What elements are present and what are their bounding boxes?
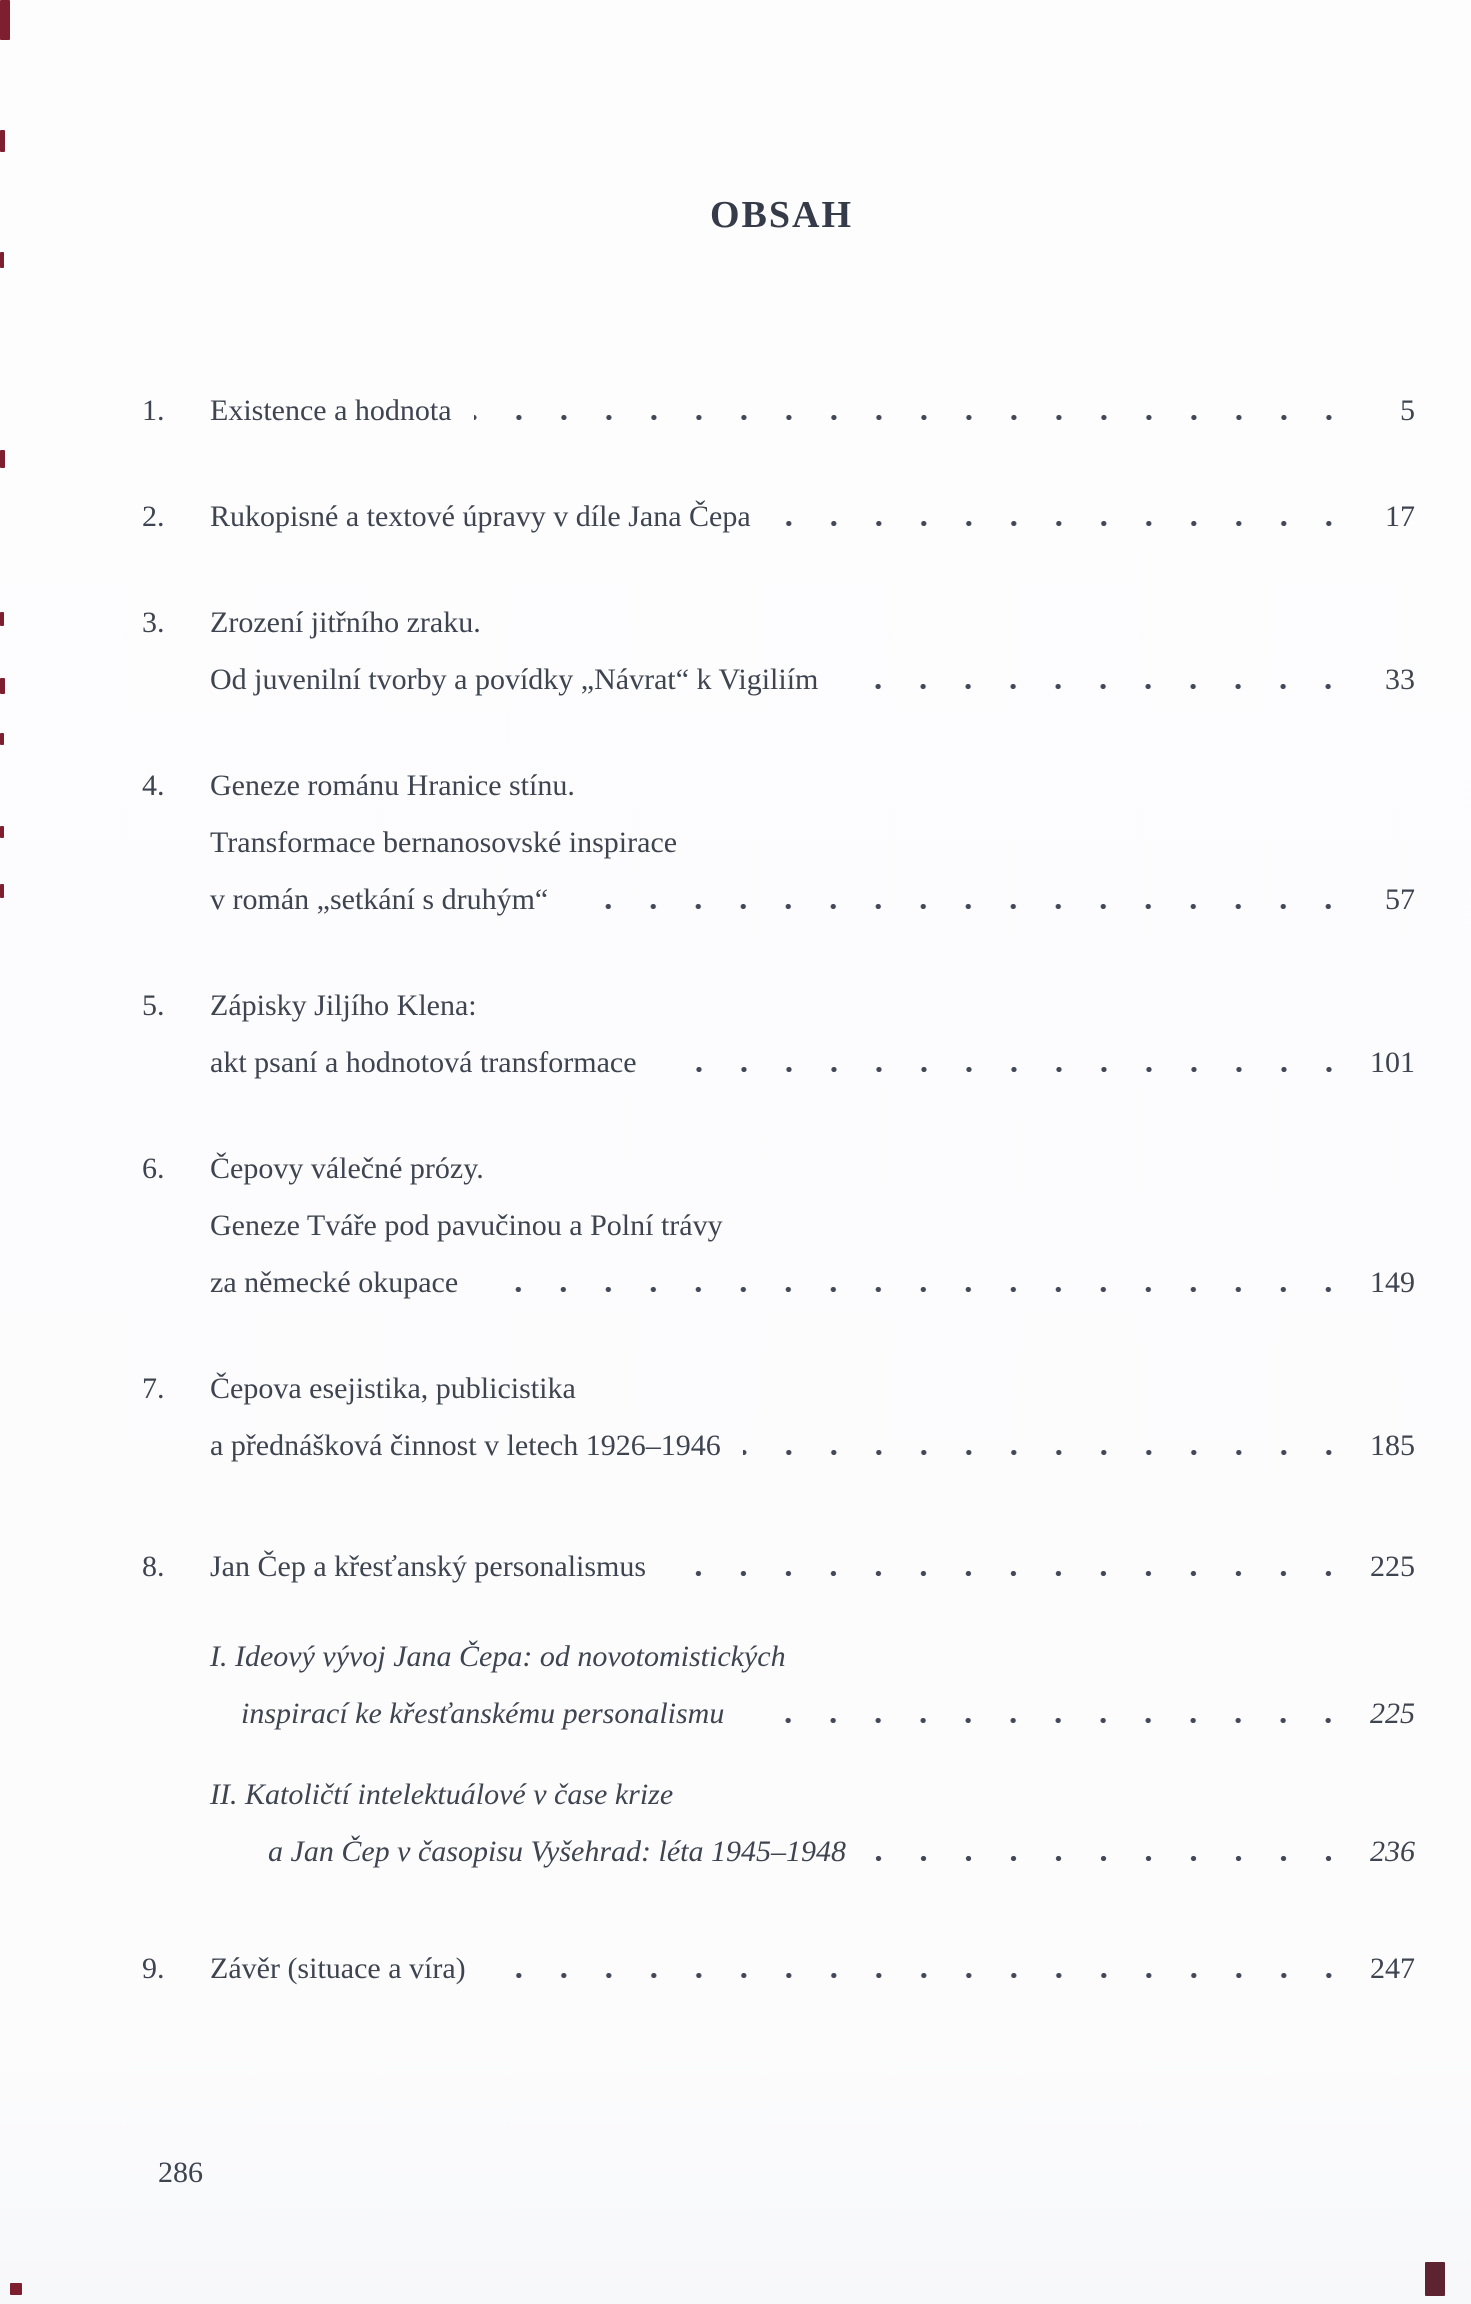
- scan-artifact: [0, 130, 5, 152]
- toc-line: [142, 1254, 1415, 1311]
- toc-line: [142, 1823, 1415, 1880]
- toc-entry-text: I. Ideový vývoj Jana Čepa: od novotomistických: [210, 1640, 786, 1673]
- scan-artifact: [0, 678, 5, 694]
- toc-entry: [142, 488, 1415, 545]
- scan-artifact: [1425, 2262, 1445, 2296]
- toc-entry: [142, 1940, 1415, 1997]
- toc-entry-number: 2.: [142, 500, 165, 533]
- toc-entry-text: Od juvenilní tvorby a povídky „Návrat“ k Vigiliím: [210, 663, 819, 696]
- scan-artifact: [0, 884, 4, 898]
- footer-page-number: 286: [158, 2156, 203, 2189]
- toc-entry-text: Rukopisné a textové úpravy v díle Jana Čepa: [210, 500, 751, 533]
- dot-leader: [570, 904, 1351, 909]
- toc-page-number: 5: [1400, 394, 1415, 427]
- toc-entry: [142, 1538, 1415, 1595]
- scan-artifact: [0, 826, 4, 838]
- dot-leader: [743, 1450, 1351, 1455]
- scan-artifact: [0, 450, 5, 468]
- dot-leader: [773, 521, 1351, 526]
- page-title: OBSAH: [709, 194, 854, 237]
- toc-line: [142, 1766, 1415, 1823]
- scan-artifact: [10, 2283, 22, 2295]
- toc-entry-text: Geneze Tváře pod pavučinou a Polní trávy: [210, 1209, 723, 1242]
- toc-entry-number: 5.: [142, 989, 165, 1022]
- toc-entry: [142, 382, 1415, 439]
- toc-page-number: 17: [1385, 500, 1415, 533]
- toc-line: [142, 1197, 1415, 1254]
- toc-line: [142, 382, 1415, 439]
- toc-entry-number: 7.: [142, 1372, 165, 1405]
- dot-leader: [746, 1718, 1351, 1723]
- toc-entry-text: II. Katoličtí intelektuálové v čase krize: [210, 1778, 674, 1811]
- toc-entry-text: Transformace bernanosovské inspirace: [210, 826, 678, 859]
- toc-entry-text: Jan Čep a křesťanský personalismus: [210, 1550, 647, 1583]
- toc-entry-text: Závěr (situace a víra): [210, 1952, 466, 1985]
- toc-entry-text: a přednášková činnost v letech 1926–1946: [210, 1429, 721, 1462]
- dot-leader: [474, 415, 1351, 420]
- toc-entry-text: v román „setkání s druhým“: [210, 883, 549, 916]
- toc-entry: [142, 1766, 1415, 1880]
- toc-page-number: 236: [1370, 1835, 1415, 1868]
- toc-entry-number: 9.: [142, 1952, 165, 1985]
- toc-entry-text: za německé okupace: [210, 1266, 459, 1299]
- toc-line: [142, 1628, 1415, 1685]
- toc-page-number: 185: [1370, 1429, 1415, 1462]
- toc-entry-text: inspirací ke křesťanskému personalismu: [241, 1697, 725, 1730]
- toc-line: [142, 757, 1415, 814]
- toc-entry-number: 4.: [142, 769, 165, 802]
- toc-line: [142, 488, 1415, 545]
- toc-line: [142, 1140, 1415, 1197]
- toc-line: [142, 1360, 1415, 1417]
- toc-entry-text: Čepova esejistika, publicistika: [210, 1372, 576, 1405]
- toc-entry-number: 6.: [142, 1152, 165, 1185]
- dot-leader: [488, 1973, 1351, 1978]
- toc-line: [142, 1417, 1415, 1474]
- toc-entry: [142, 757, 1415, 928]
- toc-page-number: 225: [1370, 1550, 1415, 1583]
- toc-entry: [142, 1628, 1415, 1742]
- toc-page-number: 247: [1370, 1952, 1415, 1985]
- toc-line: [142, 1034, 1415, 1091]
- toc-entry-text: Čepovy válečné prózy.: [210, 1152, 484, 1185]
- toc-entry-text: Zrození jitřního zraku.: [210, 606, 481, 639]
- toc-line: [142, 814, 1415, 871]
- dot-leader: [840, 684, 1351, 689]
- toc-line: [142, 651, 1415, 708]
- toc-line: [142, 594, 1415, 651]
- toc-entry-text: a Jan Čep v časopisu Vyšehrad: léta 1945–1948: [268, 1835, 846, 1868]
- toc-page-number: 33: [1385, 663, 1415, 696]
- toc-line: [142, 1685, 1415, 1742]
- toc-page-number: 225: [1370, 1697, 1415, 1730]
- toc-entry-number: 1.: [142, 394, 165, 427]
- scan-artifact: [0, 733, 4, 745]
- table-of-contents: [142, 382, 1415, 1997]
- toc-page-number: 101: [1370, 1046, 1415, 1079]
- toc-entry-text: Zápisky Jiljího Klena:: [210, 989, 477, 1022]
- toc-entry-text: Existence a hodnota: [210, 394, 452, 427]
- dot-leader: [668, 1571, 1351, 1576]
- dot-leader: [480, 1287, 1351, 1292]
- toc-entry-text: akt psaní a hodnotová transformace: [210, 1046, 637, 1079]
- toc-entry-text: Geneze románu Hranice stínu.: [210, 769, 575, 802]
- toc-entry: [142, 1140, 1415, 1311]
- dot-leader: [868, 1856, 1351, 1861]
- toc-line: [142, 1538, 1415, 1595]
- scan-artifact: [0, 612, 4, 626]
- toc-page-number: 57: [1385, 883, 1415, 916]
- toc-entry: [142, 594, 1415, 708]
- toc-entry-number: 3.: [142, 606, 165, 639]
- scan-artifact: [0, 252, 4, 268]
- toc-page-number: 149: [1370, 1266, 1415, 1299]
- toc-entry-number: 8.: [142, 1550, 165, 1583]
- toc-line: [142, 871, 1415, 928]
- dot-leader: [659, 1067, 1351, 1072]
- toc-line: [142, 1940, 1415, 1997]
- scan-artifact: [0, 0, 10, 40]
- toc-entry: [142, 977, 1415, 1091]
- toc-line: [142, 977, 1415, 1034]
- toc-entry: [142, 1360, 1415, 1474]
